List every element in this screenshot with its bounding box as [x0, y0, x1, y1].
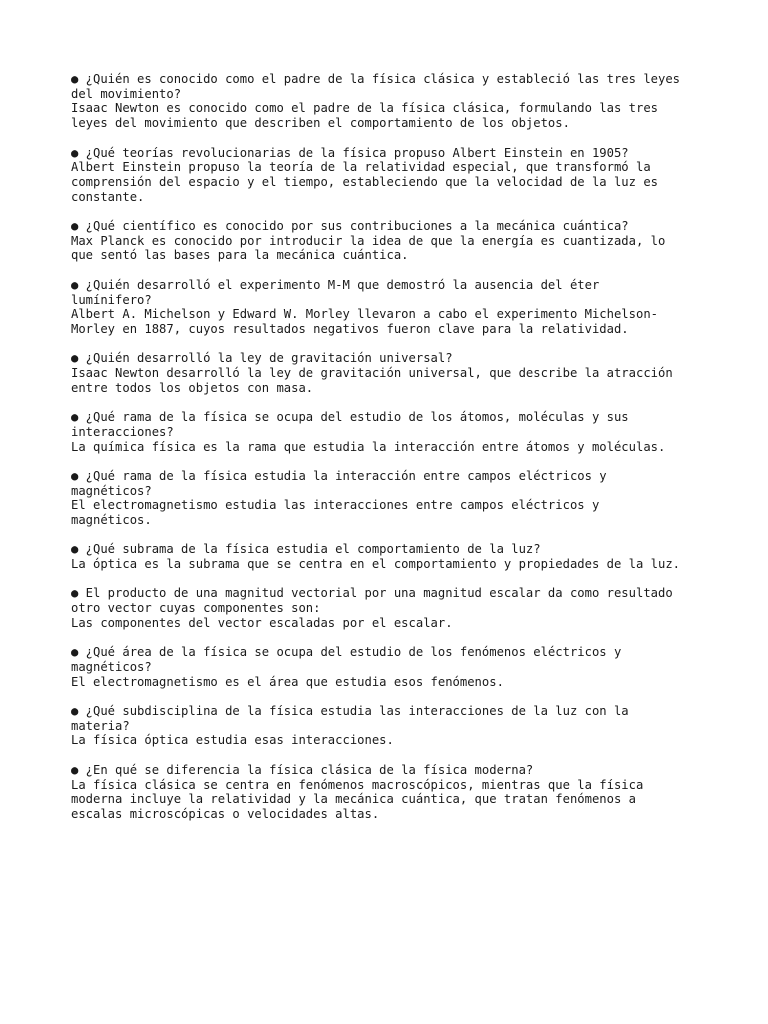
qa-item-2 — [71, 146, 711, 205]
answer-text: La física clásica se centra en fenómenos macroscópicos, mientras que la física moderna incluye la relatividad y la mecánica cuántica, que tratan fenómenos a escalas microscópicas o velocidades altas. — [71, 777, 644, 821]
qa-item-6 — [71, 410, 711, 454]
qa-item-8 — [71, 542, 711, 571]
question-text: ● ¿Quién desarrolló el experimento M-M que demostró la ausencia del éter lumínifero? — [71, 277, 600, 307]
answer-text: El electromagnetismo es el área que estudia esos fenómenos. — [71, 674, 504, 689]
qa-item-9 — [71, 586, 711, 630]
question-text: ● ¿Qué rama de la física se ocupa del estudio de los átomos, moléculas y sus interacciones? — [71, 410, 629, 439]
qa-item-11 — [71, 704, 711, 748]
qa-item-7 — [71, 469, 711, 528]
answer-text: Isaac Newton desarrolló la ley de gravitación universal, que describe la atracción entre todos los objetos con masa. — [71, 366, 673, 395]
document-page — [71, 72, 711, 836]
question-text: ● ¿Qué subrama de la física estudia el comportamiento de la luz? — [71, 542, 541, 557]
answer-text: Albert A. Michelson y Edward W. Morley llevaron a cabo el experimento Michelson- Morley en 1887, cuyos resultados negativos fueron clave para la relatividad. — [71, 307, 658, 336]
question-text: ● ¿Qué subdisciplina de la física estudia las interacciones de la luz con la materia? — [71, 704, 629, 733]
question-text: ● ¿Qué teorías revolucionarias de la física propuso Albert Einstein en 1905? — [71, 145, 629, 160]
question-text: ● ¿En qué se diferencia la física clásica de la física moderna? — [71, 762, 534, 777]
answer-text: Las componentes del vector escaladas por el escalar. — [71, 615, 453, 630]
answer-text: La química física es la rama que estudia la interacción entre átomos y moléculas. — [71, 439, 666, 454]
question-text: ● ¿Qué científico es conocido por sus contribuciones a la mecánica cuántica? — [71, 219, 629, 233]
answer-text: Isaac Newton es conocido como el padre de la física clásica, formulando las tres leyes del movimiento que describen el comportamiento de los objetos. — [71, 101, 658, 131]
question-text: ● ¿Qué área de la física se ocupa del estudio de los fenómenos eléctricos y magnéticos? — [71, 645, 622, 674]
answer-text: La óptica es la subrama que se centra en el comportamiento y propiedades de la luz. — [71, 557, 681, 572]
qa-item-3 — [71, 219, 711, 263]
question-text: ● ¿Quién desarrolló la ley de gravitación universal? — [71, 351, 453, 366]
answer-text: La física óptica estudia esas interacciones. — [71, 733, 394, 748]
answer-text: Max Planck es conocido por introducir la idea de que la energía es cuantizada, lo que sentó las bases para la mecánica cuántica. — [71, 233, 666, 263]
answer-text: Albert Einstein propuso la teoría de la relatividad especial, que transformó la comprensión del espacio y el tiempo, estableciendo que la velocidad de la luz es constante. — [71, 160, 658, 204]
question-text: ● ¿Qué rama de la física estudia la interacción entre campos eléctricos y magnéticos? — [71, 468, 607, 498]
qa-item-5 — [71, 351, 711, 395]
qa-item-1 — [71, 72, 711, 131]
qa-item-4 — [71, 278, 711, 337]
answer-text: El electromagnetismo estudia las interacciones entre campos eléctricos y magnéticos. — [71, 498, 600, 527]
question-text: ● ¿Quién es conocido como el padre de la física clásica y estableció las tres leyes del movimiento? — [71, 72, 681, 101]
qa-item-12 — [71, 763, 711, 822]
qa-item-10 — [71, 645, 711, 689]
question-text: ● El producto de una magnitud vectorial por una magnitud escalar da como resultado otro vector cuyas componentes son: — [71, 586, 673, 616]
